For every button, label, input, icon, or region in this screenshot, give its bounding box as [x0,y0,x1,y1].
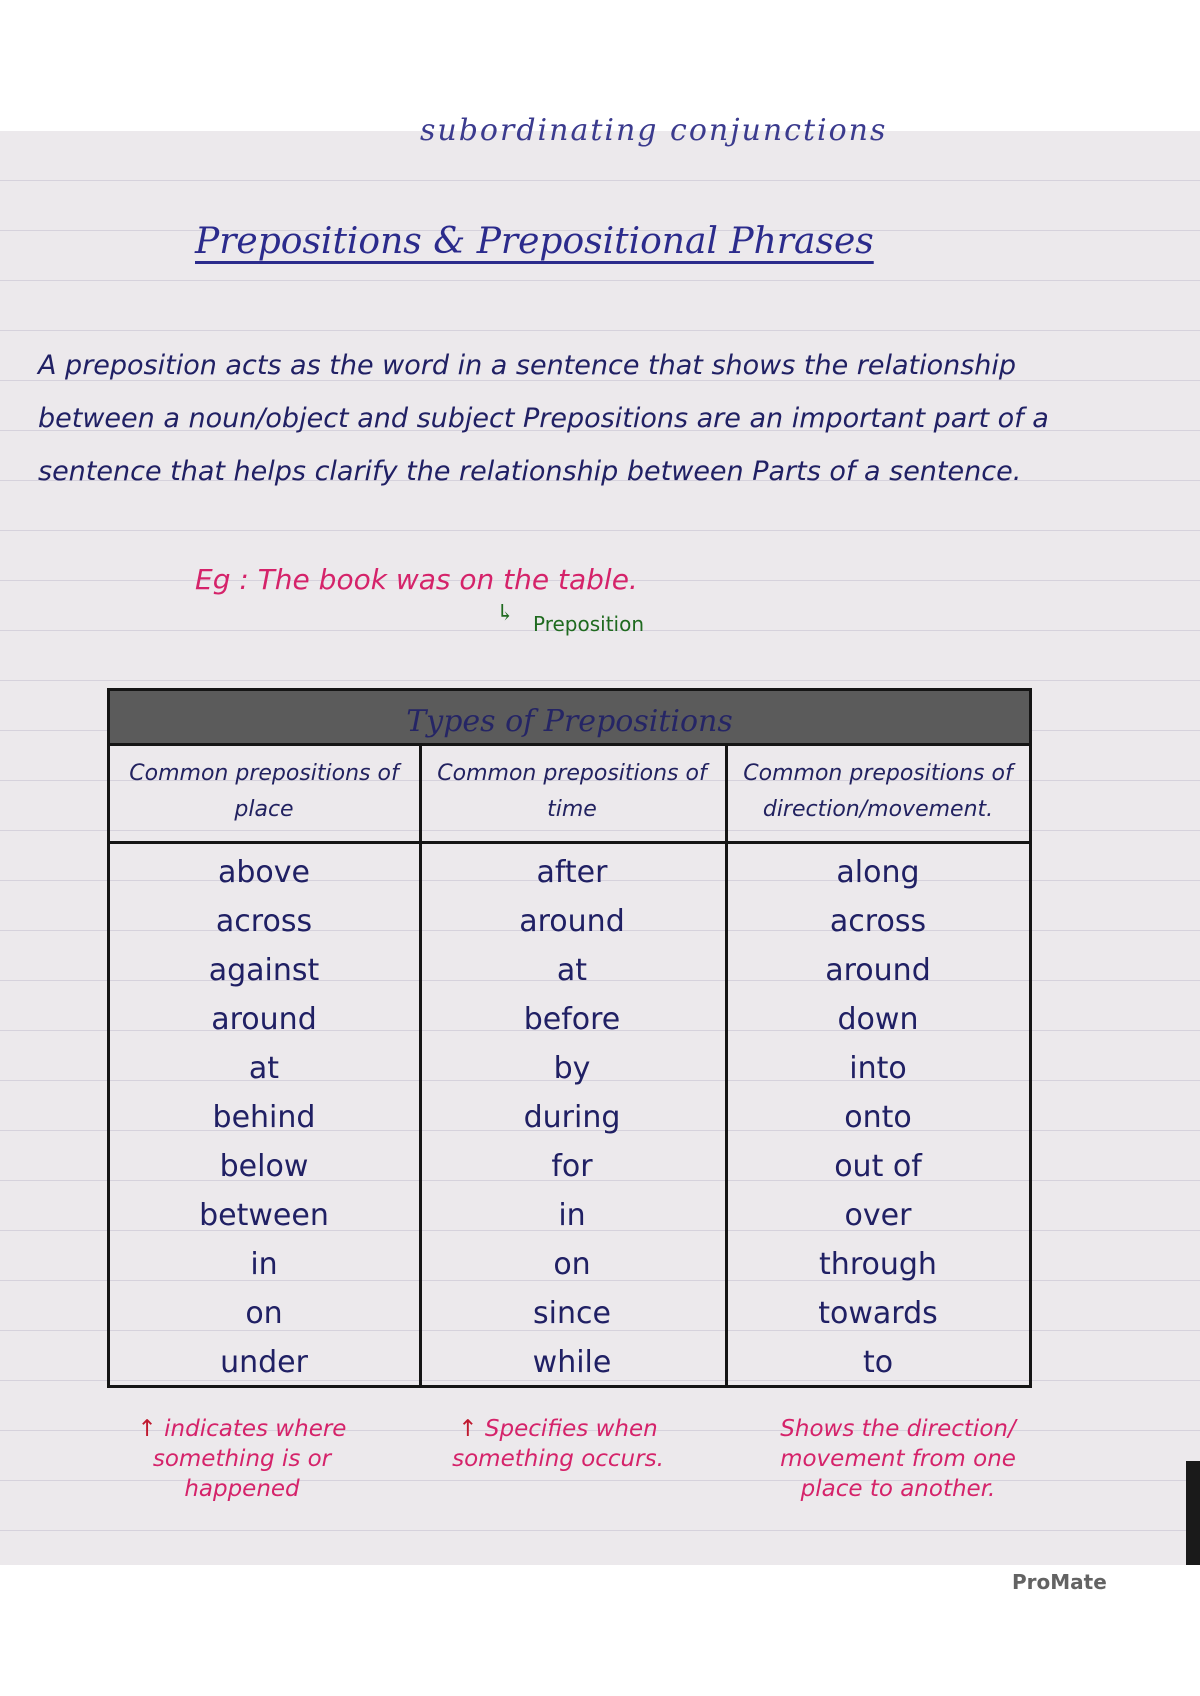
list-item: against [208,953,320,988]
direction-word-list [732,848,1024,1387]
list-item: towards [818,1296,938,1331]
list-item: after [536,855,608,890]
place-word-list [116,848,412,1387]
column-divider [419,743,422,1385]
list-item: across [215,904,313,939]
note-text: indicates where something is or happened [152,1416,347,1502]
list-item: around [211,1002,317,1037]
list-item: for [551,1149,593,1184]
divider [110,841,1029,844]
list-item: behind [212,1100,316,1135]
direction-note: Shows the direction/ movement from one place to another. [780,1416,1016,1502]
list-item: at [556,953,588,988]
column-divider [725,743,728,1385]
page-edge [1186,1461,1200,1565]
list-item: while [532,1345,612,1380]
prepositions-table [107,688,1032,1388]
list-item: in [558,1198,586,1233]
arrow-up-icon: ↑ [458,1416,478,1442]
list-item: on [245,1296,283,1331]
list-item: under [220,1345,308,1380]
definition-paragraph: A preposition acts as the word in a sentence that shows the relationship between a noun/object and subject Prepositions are an important part of a sentence that helps clarify the relationship between Parts of a sentence. [38,350,1049,487]
example-annotation: Preposition [533,612,645,636]
column-header-time: Common prepositions of time [437,761,707,822]
divider [110,743,1029,746]
list-item: across [829,904,927,939]
list-item: during [523,1100,621,1135]
list-item: at [248,1051,280,1086]
list-item: around [825,953,931,988]
list-item: before [523,1002,621,1037]
list-item: above [218,855,310,890]
list-item: through [819,1247,937,1282]
arrow-up-icon: ↑ [137,1416,157,1442]
notebook-page [0,113,1200,1594]
brand-logo: ProMate [1012,1570,1107,1594]
example-sentence: Eg : The book was on the table. [195,563,638,596]
list-item: to [862,1345,894,1380]
list-item: along [836,855,920,890]
list-item: over [844,1198,912,1233]
list-item: by [553,1051,591,1086]
list-item: on [553,1247,591,1282]
list-item: in [250,1247,278,1282]
list-item: into [849,1051,907,1086]
list-item: onto [844,1100,912,1135]
note-text: Specifies when something occurs. [452,1416,664,1472]
time-word-list [426,848,718,1387]
list-item: since [533,1296,611,1331]
place-note [112,1414,372,1504]
column-header-place: Common prepositions of place [129,761,399,822]
list-item: between [199,1198,329,1233]
list-item: below [219,1149,309,1184]
column-header-direction: Common prepositions of direction/movement. [743,761,1013,822]
table-title: Types of Prepositions [406,704,733,739]
list-item: around [519,904,625,939]
list-item: out of [834,1149,922,1184]
previous-heading: subordinating conjunctions [420,113,888,148]
list-item: down [837,1002,919,1037]
arrow-icon: ↳ [496,601,515,626]
page-title: Prepositions & Prepositional Phrases [195,221,874,262]
time-note [428,1414,688,1474]
